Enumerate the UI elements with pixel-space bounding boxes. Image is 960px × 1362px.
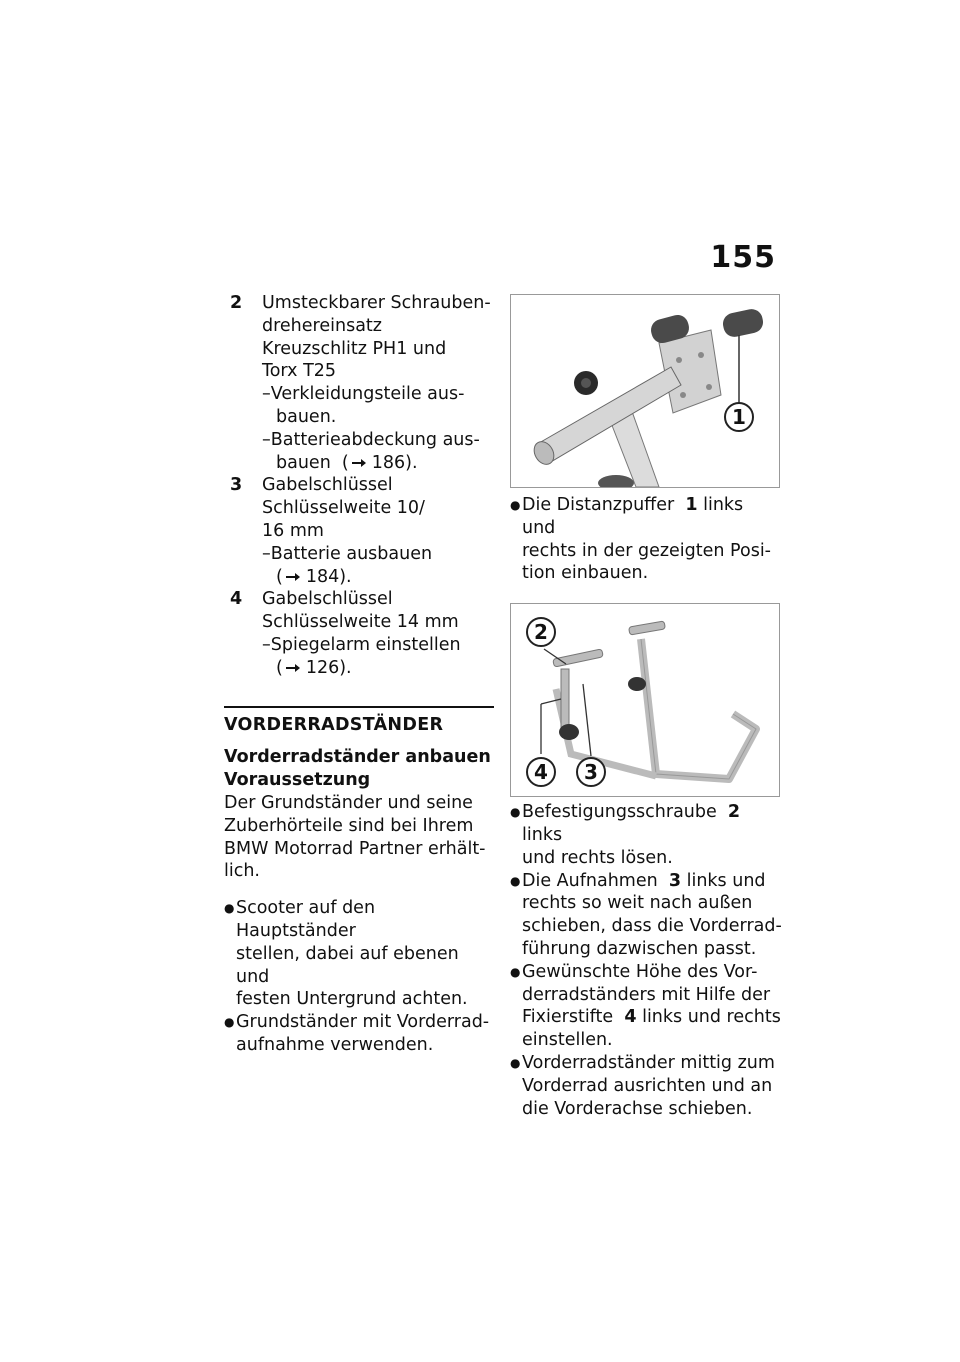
- page-reference[interactable]: 184).: [305, 566, 352, 587]
- tool-text: Gabelschlüssel: [262, 475, 393, 496]
- bullet-icon: ●: [510, 805, 521, 820]
- bullet-icon: ●: [510, 873, 521, 888]
- tool-text: drehereinsatz: [262, 315, 382, 336]
- tool-item-2: [224, 292, 494, 474]
- page-reference[interactable]: 126).: [305, 657, 352, 678]
- front-stand-illustration: [510, 603, 780, 797]
- tool-text: Torx T25: [262, 361, 337, 382]
- tool-text: Umsteckbarer Schrauben-: [262, 293, 491, 313]
- callout-label: 3: [584, 760, 598, 785]
- list-item: ● Vorderradständer mittig zum Vorderrad ausrichten und an die Vorderachse schieben.: [510, 1052, 775, 1119]
- callout-label: 2: [534, 620, 548, 645]
- tool-text: Schlüsselweite 10/: [262, 498, 425, 519]
- list-item: ● Befestigungsschraube 2 links und rechts lösen.: [510, 802, 741, 868]
- list-item: ● Gewünschte Höhe des Vor- derradständers mit Hilfe der Fixierstifte 4 links und rechts einstellen.: [510, 961, 781, 1051]
- step-item: –Batterieabdeckung aus- bauen ( 186).: [262, 429, 480, 473]
- list-item: ● Die Distanzpuffer 1 links und rechts in der gezeigten Posi- tion einbauen.: [510, 495, 771, 584]
- page-number: 155: [710, 240, 776, 275]
- list-item: ● Grundständer mit Vorderrad- aufnahme verwenden.: [224, 1012, 490, 1055]
- bullet-icon: ●: [224, 1015, 235, 1030]
- step-item: –Verkleidungsteile aus- bauen.: [262, 384, 465, 427]
- section-title: VORDERRADSTÄNDER: [224, 714, 444, 735]
- list-item: ● Scooter auf den Hauptständer stellen, dabei auf ebenen und festen Untergrund achten.: [224, 898, 468, 1010]
- page-reference[interactable]: 186).: [371, 452, 418, 473]
- tool-number: 2: [230, 293, 243, 313]
- precondition-label: Voraussetzung: [224, 770, 371, 791]
- callout-label: 4: [534, 760, 548, 785]
- tool-number: 4: [230, 589, 243, 610]
- list-item: ● Die Aufnahmen 3 links und rechts so weit nach außen schieben, dass die Vorderrad- führung dazwischen passt.: [510, 870, 782, 959]
- bullet-icon: ●: [224, 901, 235, 916]
- bullet-icon: ●: [510, 498, 521, 512]
- left-column: [224, 292, 494, 1057]
- page-reference-arrow-icon: [352, 458, 366, 468]
- step-item: –Spiegelarm einstellen ( 126).: [262, 634, 461, 678]
- right-column: [510, 294, 782, 1120]
- step-item: –Batterie ausbauen ( 184).: [262, 543, 433, 587]
- tool-item-4: [224, 588, 494, 679]
- section-subtitle: Vorderradständer anbauen: [224, 747, 491, 768]
- tool-text: 16 mm: [262, 520, 324, 541]
- instruction-list: [224, 897, 494, 1057]
- tool-text: Gabelschlüssel: [262, 589, 393, 610]
- distance-buffer-illustration: [510, 294, 780, 488]
- tool-text: Kreuzschlitz PH1 und: [262, 338, 447, 359]
- page-reference-arrow-icon: [286, 572, 300, 582]
- bullet-icon: ●: [510, 964, 521, 979]
- section-divider: [224, 706, 494, 708]
- callout-label: 1: [732, 405, 746, 429]
- bullet-icon: ●: [510, 1055, 521, 1070]
- tool-number: 3: [230, 475, 243, 496]
- tool-text: Schlüsselweite 14 mm: [262, 612, 459, 633]
- tool-item-3: [224, 474, 494, 588]
- page-reference-arrow-icon: [286, 663, 300, 673]
- precondition-text: Der Grundständer und seine Zuberhörteile sind bei Ihrem BMW Motorrad Partner erhält- lich.: [224, 792, 486, 882]
